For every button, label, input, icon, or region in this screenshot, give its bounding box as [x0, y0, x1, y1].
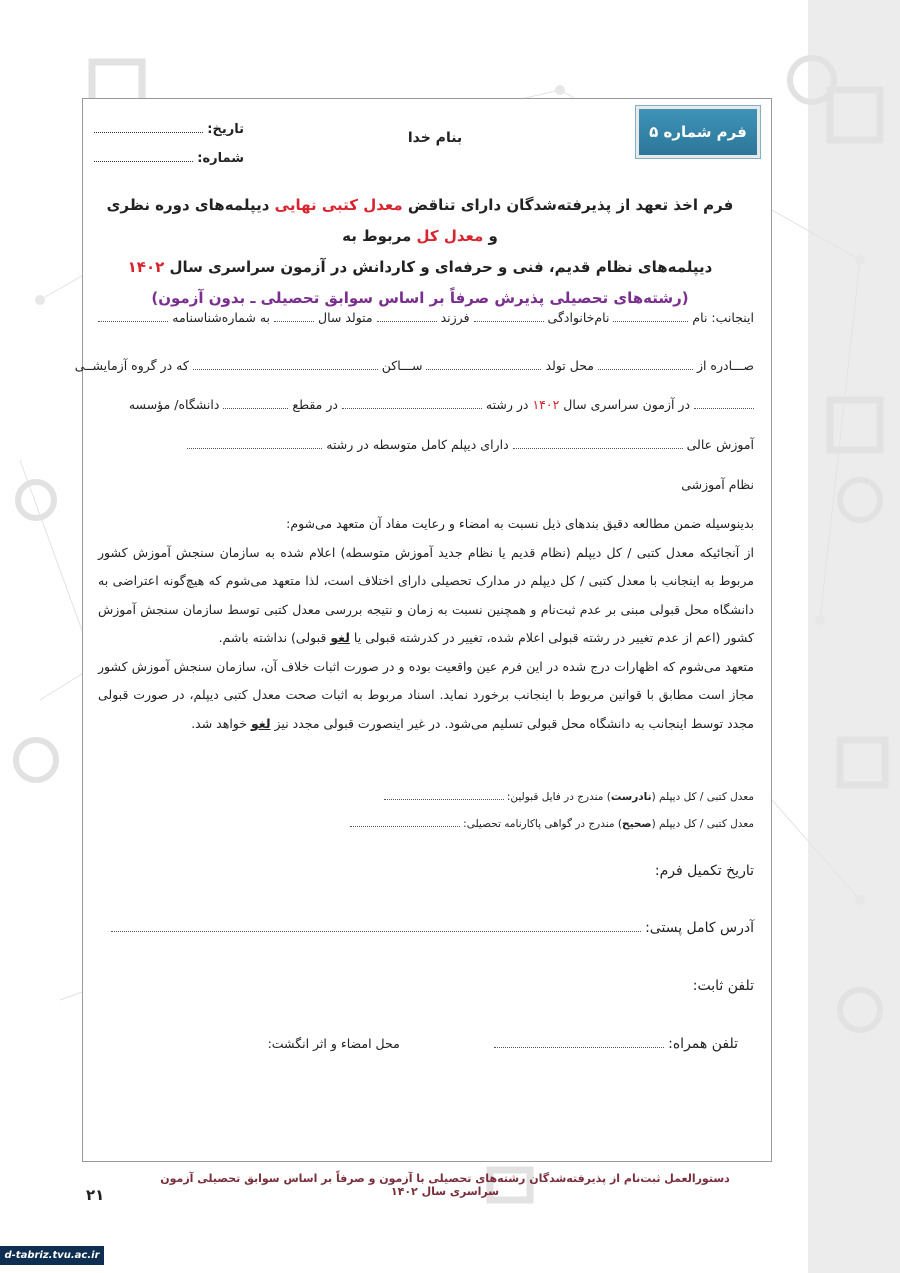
number-field[interactable] [94, 151, 244, 166]
address-field[interactable] [111, 922, 641, 932]
commitment-paragraph-1: از آنجائیکه معدل کتبی / کل دیپلم (نظام قدیم یا نظام جدید آموزش متوسطه) اعلام شده به سازمان سنجش آموزش کشور مربوط به اینجانب با معدل کتبی / کل دیپلم در مدارک تحصیلی دارای اختلاف است، لذا متعهد می‌شوم که هیچ‌گونه اعتراضی به دانشگاه محل قبولی مبنی بر عدم ثبت‌نام و همچنین نسبت به زمان و نتیجه بررسی معدل کتبی توسط سازمان سنجش آموزش کشور (اعم از عدم تغییر در رشته قبولی اعلام شده، تغییر در کدرشته قبولی یا لغو قبولی) نداشته باشم. [98, 544, 754, 645]
page-footer: دستورالعمل ثبت‌نام از پذیرفته‌شدگان رشته‌های تحصیلی با آزمون و صرفاً بر اساس سوابق تحصیلی آزمون سراسری سال ۱۴۰۲ [160, 1172, 730, 1198]
correct-average-line: معدل کتبی / کل دیپلم (صحیح) مندرج در گواهی پاکارنامه تحصیلی: [98, 817, 754, 830]
form-title [100, 190, 740, 314]
birth-year-field[interactable] [274, 312, 314, 322]
number-input-line[interactable] [94, 151, 193, 162]
university-field[interactable] [513, 439, 683, 449]
date-field[interactable] [94, 122, 244, 137]
applicant-line-3: در آزمون سراسری سال ۱۴۰۲ در رشته در مقطع دانشگاه/ مؤسسه [98, 397, 754, 412]
first-name-field[interactable] [613, 312, 688, 322]
number-label: شماره: [197, 151, 244, 166]
signature-label: محل امضاء و اثر انگشت: [267, 1036, 400, 1051]
applicant-line-2: صـــادره از محل تولد ســـاکن که در گروه آزمایشــی [74, 358, 754, 373]
id-number-field[interactable] [98, 312, 168, 322]
applicant-line-5: نظام آموزشی [681, 477, 754, 492]
site-url-badge[interactable]: d-tabriz.tvu.ac.ir [0, 1246, 104, 1265]
issued-from-field[interactable] [598, 360, 693, 370]
commitment-body [98, 510, 754, 738]
title-line-1: فرم اخذ تعهد از پذیرفته‌شدگان دارای تناقض معدل کتبی نهایی دیپلمه‌های دوره نظری و معدل کل مربوط به [106, 196, 734, 245]
form-number-badge: فرم شماره ۵ [636, 106, 760, 158]
incorrect-average-field[interactable] [384, 790, 504, 800]
commitment-paragraph-2: متعهد می‌شوم که اظهارات درج شده در این فرم عین واقعیت بوده و در صورت اثبات خلاف آن، سازمان سنجش آموزش کشور مجاز است مطابق با قوانین مربوط با اینجانب برخورد نماید. اسناد مربوط به اثبات صحت معدل کتبی دیپلم، در صورت قبولی مجدد توسط اینجانب به دانشگاه محل قبولی تسلیم می‌شود. در غیر اینصورت قبولی مجدد نیز لغو خواهد شد. [98, 658, 754, 731]
commitment-intro: بدینوسیله ضمن مطالعه دقیق بندهای ذیل نسبت به امضاء و رعایت مفاد آن متعهد می‌شوم: [286, 516, 754, 531]
diploma-major-field[interactable] [187, 439, 322, 449]
phone-line: تلفن ثابت: [692, 978, 754, 994]
exam-group-field[interactable] [694, 399, 754, 409]
applicant-line-4: آموزش عالی دارای دیپلم کامل متوسطه در رشته [98, 437, 754, 452]
date-input-line[interactable] [94, 122, 203, 133]
applicant-line-1: اینجانب: نام نام‌خانوادگی فرزند متولد سال به شماره‌شناسنامه [98, 310, 754, 325]
completion-date-line: تاریخ تکمیل فرم: [654, 863, 754, 879]
title-subtitle: (رشته‌های تحصیلی پذیرش صرفاً بر اساس سوابق تحصیلی ـ بدون آزمون) [151, 289, 689, 307]
last-name-field[interactable] [474, 312, 544, 322]
page-number: ۲۱ [86, 1186, 105, 1204]
father-name-field[interactable] [377, 312, 437, 322]
degree-level-field[interactable] [223, 399, 288, 409]
date-label: تاریخ: [207, 122, 244, 137]
incorrect-average-line: معدل کتبی / کل دیپلم (نادرست) مندرج در فایل قبولین: [98, 790, 754, 803]
mobile-signature-line: تلفن همراه: محل امضاء و اثر انگشت: [267, 1036, 738, 1052]
residence-field[interactable] [193, 360, 378, 370]
basmala-heading: بنام خدا [407, 130, 463, 146]
mobile-field[interactable] [494, 1038, 664, 1048]
major-field[interactable] [342, 399, 482, 409]
title-line-2: دیپلمه‌های نظام قدیم، فنی و حرفه‌ای و کاردانش در آزمون سراسری سال ۱۴۰۲ [127, 258, 713, 276]
birth-place-field[interactable] [426, 360, 541, 370]
correct-average-field[interactable] [350, 817, 460, 827]
address-line: آدرس کامل پستی: [98, 920, 754, 936]
